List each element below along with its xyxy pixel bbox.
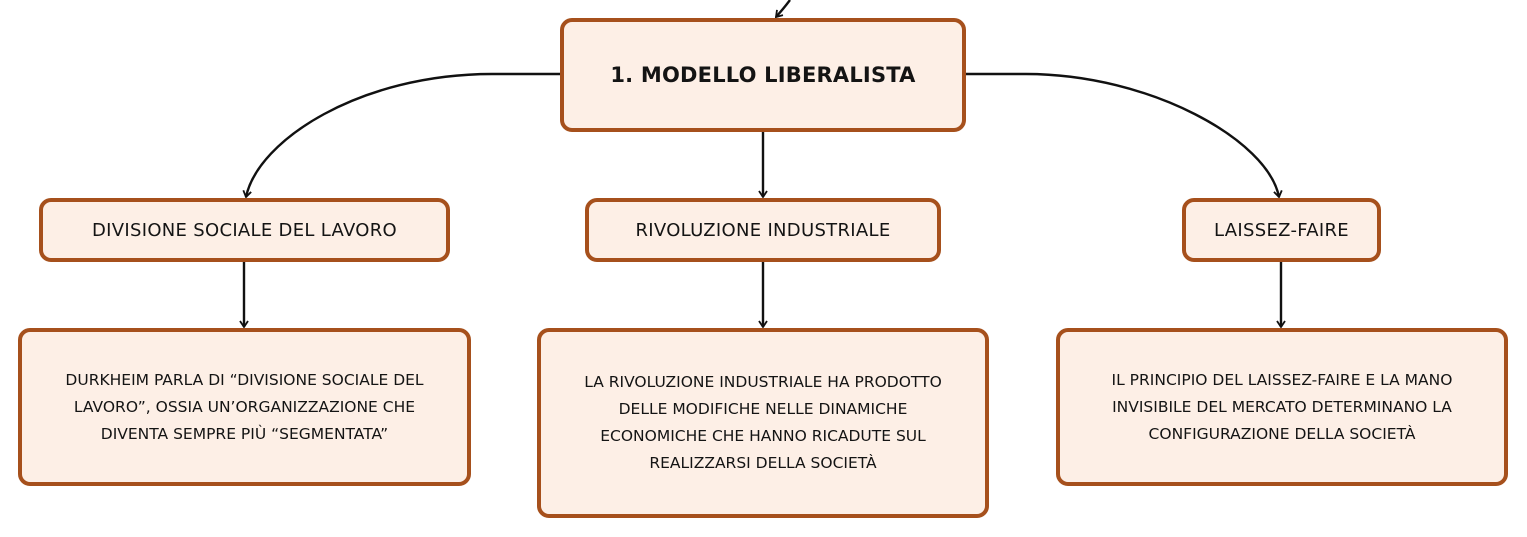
detail-text (1112, 367, 1453, 448)
detail-line: DIVENTA SEMPRE PIÙ “SEGMENTATA” (100, 424, 389, 443)
branch-node-divisione-sociale (39, 198, 450, 262)
detail-node-divisione-sociale (18, 328, 471, 486)
branch-node-label: RIVOLUZIONE INDUSTRIALE (635, 219, 891, 241)
detail-line: LA RIVOLUZIONE INDUSTRIALE HA PRODOTTO (584, 373, 942, 391)
detail-text (584, 369, 942, 477)
branch-node-laissez-faire (1182, 198, 1381, 262)
detail-line: INVISIBILE DEL MERCATO DETERMINANO LA (1112, 397, 1452, 416)
detail-line: REALIZZARSI DELLA SOCIETÀ (649, 454, 877, 472)
connector-root-to-laissez-faire (966, 74, 1279, 197)
detail-node-laissez-faire (1056, 328, 1508, 486)
detail-line: DURKHEIM PARLA DI “DIVISIONE SOCIALE DEL (65, 370, 424, 389)
detail-line: IL PRINCIPIO DEL LAISSEZ-FAIRE E LA MANO (1111, 370, 1453, 389)
detail-line: ECONOMICHE CHE HANNO RICADUTE SUL (600, 427, 926, 445)
detail-text (65, 367, 423, 448)
root-node (560, 18, 966, 132)
detail-line: LAVORO”, OSSIA UN’ORGANIZZAZIONE CHE (73, 397, 416, 416)
branch-node-rivoluzione-industriale (585, 198, 941, 262)
branch-node-label: LAISSEZ-FAIRE (1214, 219, 1349, 241)
detail-node-rivoluzione-industriale (537, 328, 989, 518)
incoming-connector (776, 0, 790, 17)
connector-root-to-divisione (246, 74, 560, 197)
detail-line: CONFIGURAZIONE DELLA SOCIETÀ (1148, 424, 1416, 443)
branch-node-label: DIVISIONE SOCIALE DEL LAVORO (92, 219, 397, 241)
root-node-label: 1. MODELLO LIBERALISTA (610, 63, 916, 87)
detail-line: DELLE MODIFICHE NELLE DINAMICHE (618, 400, 908, 418)
